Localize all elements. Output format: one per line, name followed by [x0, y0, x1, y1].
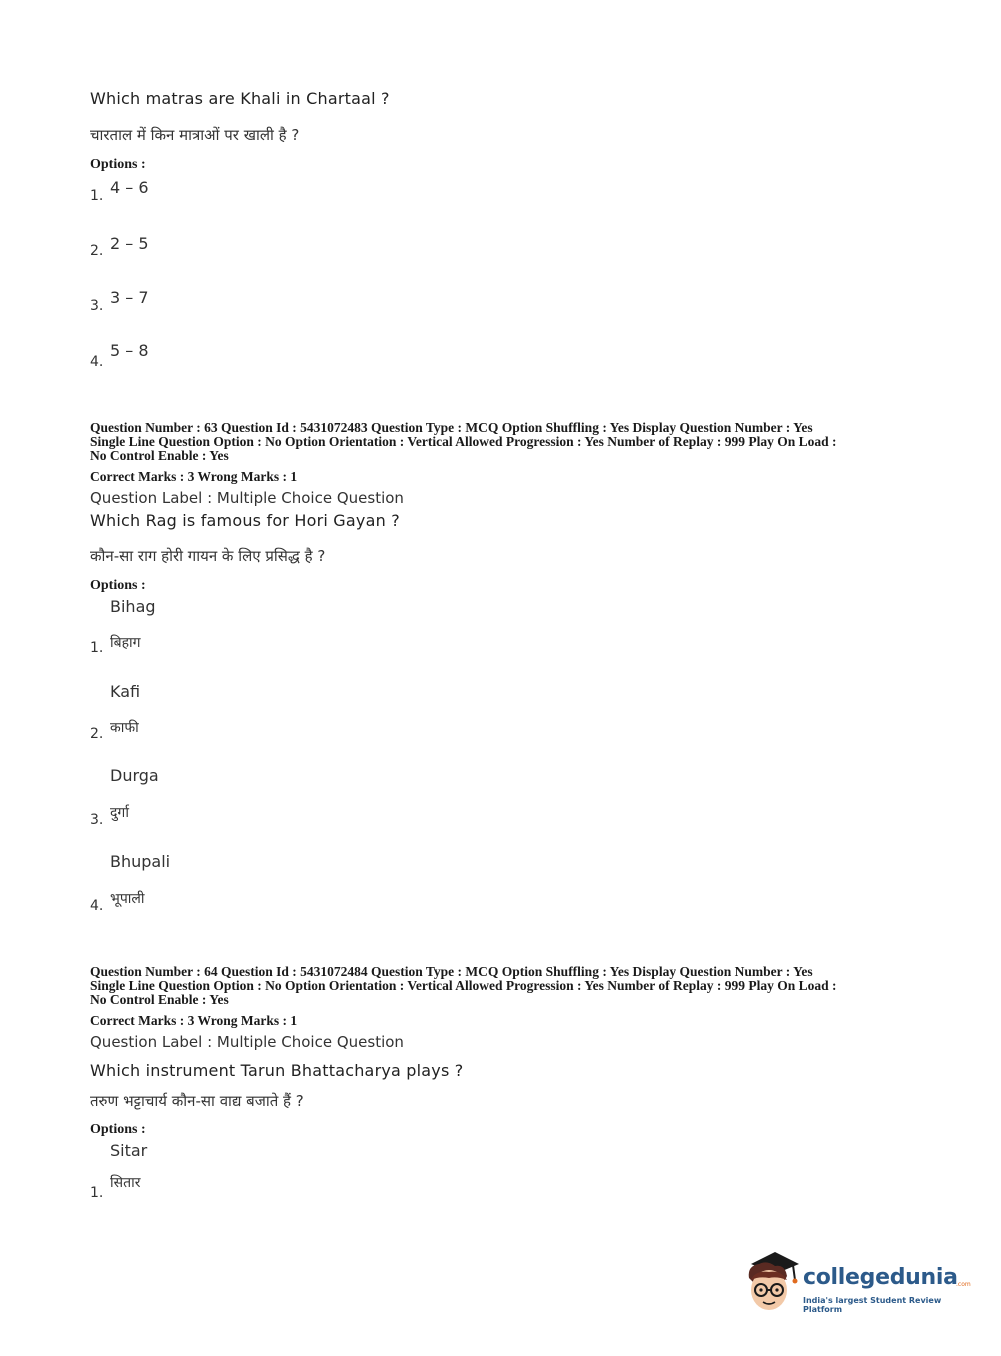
q63-meta-line1: Question Number : 63 Question Id : 5431072483 Question Type : MCQ Option Shuffling : Yes Display Question Number : Yes: [90, 420, 813, 435]
q62-option-1-num: 1.: [90, 188, 104, 204]
mascot-icon: [741, 1250, 803, 1314]
q64-marks: Correct Marks : 3 Wrong Marks : 1: [90, 1013, 298, 1028]
q63-option-4-hi: भूपाली: [110, 891, 145, 907]
q62-option-2-num: 2.: [90, 243, 104, 259]
q63-option-3-en: Durga: [110, 766, 159, 785]
q64-meta-line1: Question Number : 64 Question Id : 5431072484 Question Type : MCQ Option Shuffling : Yes Display Question Number : Yes: [90, 964, 813, 979]
q64-question-hi: तरुण भट्टाचार्य कौन-सा वाद्य बजाते हैं ?: [90, 1092, 304, 1110]
q62-option-2: 2 – 5: [110, 234, 149, 253]
q63-question-en: Which Rag is famous for Hori Gayan ?: [90, 511, 400, 530]
q63-options-label: Options :: [90, 578, 146, 593]
q63-option-2-en: Kafi: [110, 682, 141, 701]
q62-options-label: Options :: [90, 157, 146, 172]
logo-com: .com: [956, 1281, 971, 1288]
q64-meta-line2: Single Line Question Option : No Option Orientation : Vertical Allowed Progression : Yes Number of Replay : 999 Play On Load :: [90, 978, 837, 993]
q62-option-3: 3 – 7: [110, 288, 149, 307]
q63-question-label: Question Label : Multiple Choice Question: [90, 489, 404, 507]
q63-option-3-hi: दुर्गा: [110, 805, 129, 821]
q63-option-1-en: Bihag: [110, 597, 156, 616]
q63-option-1-hi: बिहाग: [110, 635, 141, 651]
q64-option-1-en: Sitar: [110, 1141, 148, 1160]
q63-question-hi: कौन-सा राग होरी गायन के लिए प्रसिद्ध है ?: [90, 547, 326, 565]
logo-tagline: India's largest Student Review Platform: [803, 1296, 942, 1314]
q64-question-en: Which instrument Tarun Bhattacharya plays ?: [90, 1061, 464, 1080]
q62-option-1: 4 – 6: [110, 178, 149, 197]
q63-meta-line2: Single Line Question Option : No Option Orientation : Vertical Allowed Progression : Yes Number of Replay : 999 Play On Load :: [90, 434, 837, 449]
q63-option-2-num: 2.: [90, 726, 104, 742]
logo-wordmark: collegedunia: [803, 1265, 958, 1290]
q64-option-1-hi: सितार: [110, 1175, 141, 1191]
q63-marks: Correct Marks : 3 Wrong Marks : 1: [90, 469, 298, 484]
q63-option-4-num: 4.: [90, 898, 104, 914]
q64-option-1-num: 1.: [90, 1185, 104, 1201]
q62-question-en: Which matras are Khali in Chartaal ?: [90, 89, 390, 108]
q64-options-label: Options :: [90, 1122, 146, 1137]
q63-meta-line3: No Control Enable : Yes: [90, 448, 229, 463]
q62-question-hi: चारताल में किन मात्राओं पर खाली है ?: [90, 126, 300, 144]
q62-option-3-num: 3.: [90, 298, 104, 314]
collegedunia-logo: [741, 1250, 971, 1316]
q63-option-3-num: 3.: [90, 812, 104, 828]
q64-question-label: Question Label : Multiple Choice Question: [90, 1033, 404, 1051]
q62-option-4-num: 4.: [90, 354, 104, 370]
q63-option-4-en: Bhupali: [110, 852, 171, 871]
q63-option-1-num: 1.: [90, 640, 104, 656]
q62-option-4: 5 – 8: [110, 341, 149, 360]
q64-meta-line3: No Control Enable : Yes: [90, 992, 229, 1007]
q63-option-2-hi: काफी: [110, 720, 139, 736]
